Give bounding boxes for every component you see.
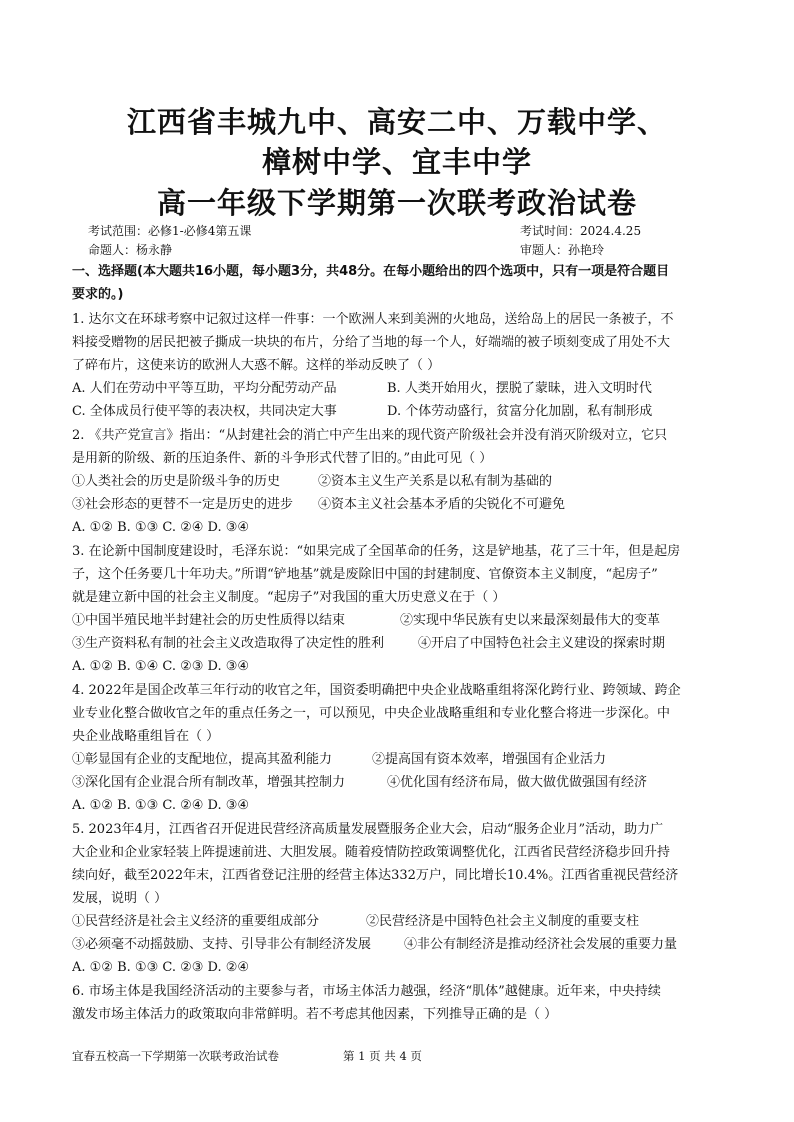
- q2-statement-1: ①人类社会的历史是阶级斗争的历史: [72, 474, 281, 489]
- q2-text: 2. 《共产党宣言》指出：“从封建社会的消亡中产生出来的现代资产阶级社会并没有消灭阶级对立，它只: [72, 428, 668, 443]
- q2-options: A. ①② B. ①③ C. ②④ D. ③④: [72, 520, 250, 535]
- q5-options: A. ①② B. ①③ C. ②③ D. ②④: [72, 960, 250, 975]
- q5-statement-3: ③必须毫不动摇鼓励、支持、引导非公有制经济发展: [72, 937, 372, 952]
- exam-time: 考试时间：2024.4.25: [520, 224, 642, 238]
- q3-statement-4: ④开启了中国特色社会主义建设的探索时期: [418, 636, 666, 651]
- exam-author: 命题人：杨永静: [88, 243, 173, 257]
- q3-text: 就是建立新中国的社会主义制度。“起房子”对我国的重大历史意义在于（ ）: [72, 590, 506, 605]
- q2-statement-2: ②资本主义生产关系是以私有制为基础的: [318, 474, 553, 489]
- q5-text: 发展，说明（ ）: [72, 891, 168, 906]
- q3-text: 3. 在论新中国制度建设时，毛泽东说：“如果完成了全国革命的任务，这是铲地基，花了三十年，但是起房: [72, 544, 681, 559]
- q4-statement-3: ③深化国有企业混合所有制改革，增强其控制力: [72, 775, 346, 790]
- q5-statement-2: ②民营经济是中国特色社会主义制度的重要支柱: [366, 914, 640, 929]
- q2-statement-4: ④资本主义社会基本矛盾的尖锐化不可避免: [318, 497, 566, 512]
- q2-statement-3: ③社会形态的更替不一定是历史的进步: [72, 497, 294, 512]
- section-heading-cont: 要求的。): [72, 287, 124, 302]
- q4-statement-4: ④优化国有经济布局，做大做优做强国有经济: [387, 775, 648, 790]
- q1-option-d: D. 个体劳动盛行，贫富分化加剧，私有制形成: [387, 404, 653, 419]
- q1-option-a: A. 人们在劳动中平等互助，平均分配劳动产品: [72, 381, 337, 396]
- exam-reviewer: 审题人：孙艳玲: [520, 243, 605, 257]
- section-heading: 一、选择题(本大题共16小题，每小题3分，共48分。在每小题给出的四个选项中，只有一项是符合题目: [72, 264, 670, 279]
- q6-text: 6. 市场主体是我国经济活动的主要参与者，市场主体活力越强，经济“肌体”越健康。近年来，中央持续: [72, 984, 661, 999]
- q1-option-b: B. 人类开始用火，摆脱了蒙昧，进入文明时代: [387, 381, 652, 396]
- q1-option-c: C. 全体成员行使平等的表决权，共同决定大事: [72, 404, 337, 419]
- q4-statement-2: ②提高国有资本效率，增强国有企业活力: [372, 752, 607, 767]
- q4-statement-1: ①彰显国有企业的支配地位，提高其盈利能力: [72, 752, 333, 767]
- footer-exam-name: 宜春五校高一下学期第一次联考政治试卷: [72, 1049, 279, 1063]
- q2-text: 是用新的阶级、新的压迫条件、新的斗争形式代替了旧的。”由此可见（ ）: [72, 451, 493, 466]
- footer-page-number: 第 1 页 共 4 页: [343, 1049, 422, 1063]
- q1-text: 料接受赠物的居民把被子撕成一块块的布片，分给了当地的每一个人，好端端的被子顷刻变成了用处不大: [72, 335, 671, 350]
- title-line-2: 樟树中学、宜丰中学: [261, 145, 532, 179]
- q5-text: 大企业和企业家轻装上阵提速前进、大胆发展。随着疫情防控政策调整优化，江西省民营经济稳步回升持: [72, 845, 671, 860]
- q4-text: 4. 2022年是国企改革三年行动的收官之年，国资委明确把中央企业战略重组将深化跨行业、跨领域、跨企: [72, 683, 681, 698]
- exam-scope: 考试范围：必修1-必修4第五课: [88, 224, 252, 238]
- q3-statement-1: ①中国半殖民地半封建社会的历史性质得以结束: [72, 613, 346, 628]
- title-line-3: 高一年级下学期第一次联考政治试卷: [156, 186, 637, 220]
- q4-text: 业专业化整合做收官之年的重点任务之一，可以预见，中央企业战略重组和专业化整合将进一步深化。中: [72, 706, 671, 721]
- q5-text: 续向好，截至2022年末，江西省登记注册的经营主体达332万户，同比增长10.4%。江西省重视民营经济: [72, 868, 679, 883]
- q5-statement-1: ①民营经济是社会主义经济的重要组成部分: [72, 914, 320, 929]
- q4-text: 央企业战略重组旨在（ ）: [72, 729, 220, 744]
- q1-text: 1. 达尔文在环球考察中记叙过这样一件事：一个欧洲人来到美洲的火地岛，送给岛上的居民一条被子，不: [72, 312, 674, 327]
- title-line-1: 江西省丰城九中、高安二中、万载中学、: [126, 105, 667, 139]
- q5-text: 5. 2023年4月，江西省召开促进民营经济高质量发展暨服务企业大会，启动“服务企业月”活动，助力广: [72, 822, 664, 837]
- q3-statement-2: ②实现中华民族有史以来最深刻最伟大的变革: [400, 613, 661, 628]
- q3-options: A. ①② B. ①④ C. ②③ D. ③④: [72, 659, 250, 674]
- q1-text: 了碎布片，这使来访的欧洲人大惑不解。这样的举动反映了（ ）: [72, 358, 441, 373]
- q3-statement-3: ③生产资料私有制的社会主义改造取得了决定性的胜利: [72, 636, 385, 651]
- q3-text: 子，这个任务要几十年功夫。”所谓“铲地基”就是废除旧中国的封建制度、官僚资本主义制度，“起房子”: [72, 567, 658, 582]
- q6-text: 激发市场主体活力的政策取向非常鲜明。若不考虑其他因素，下列推导正确的是（ ）: [72, 1007, 558, 1022]
- q5-statement-4: ④非公有制经济是推动经济社会发展的重要力量: [404, 937, 678, 952]
- q4-options: A. ①② B. ①③ C. ②④ D. ③④: [72, 798, 250, 813]
